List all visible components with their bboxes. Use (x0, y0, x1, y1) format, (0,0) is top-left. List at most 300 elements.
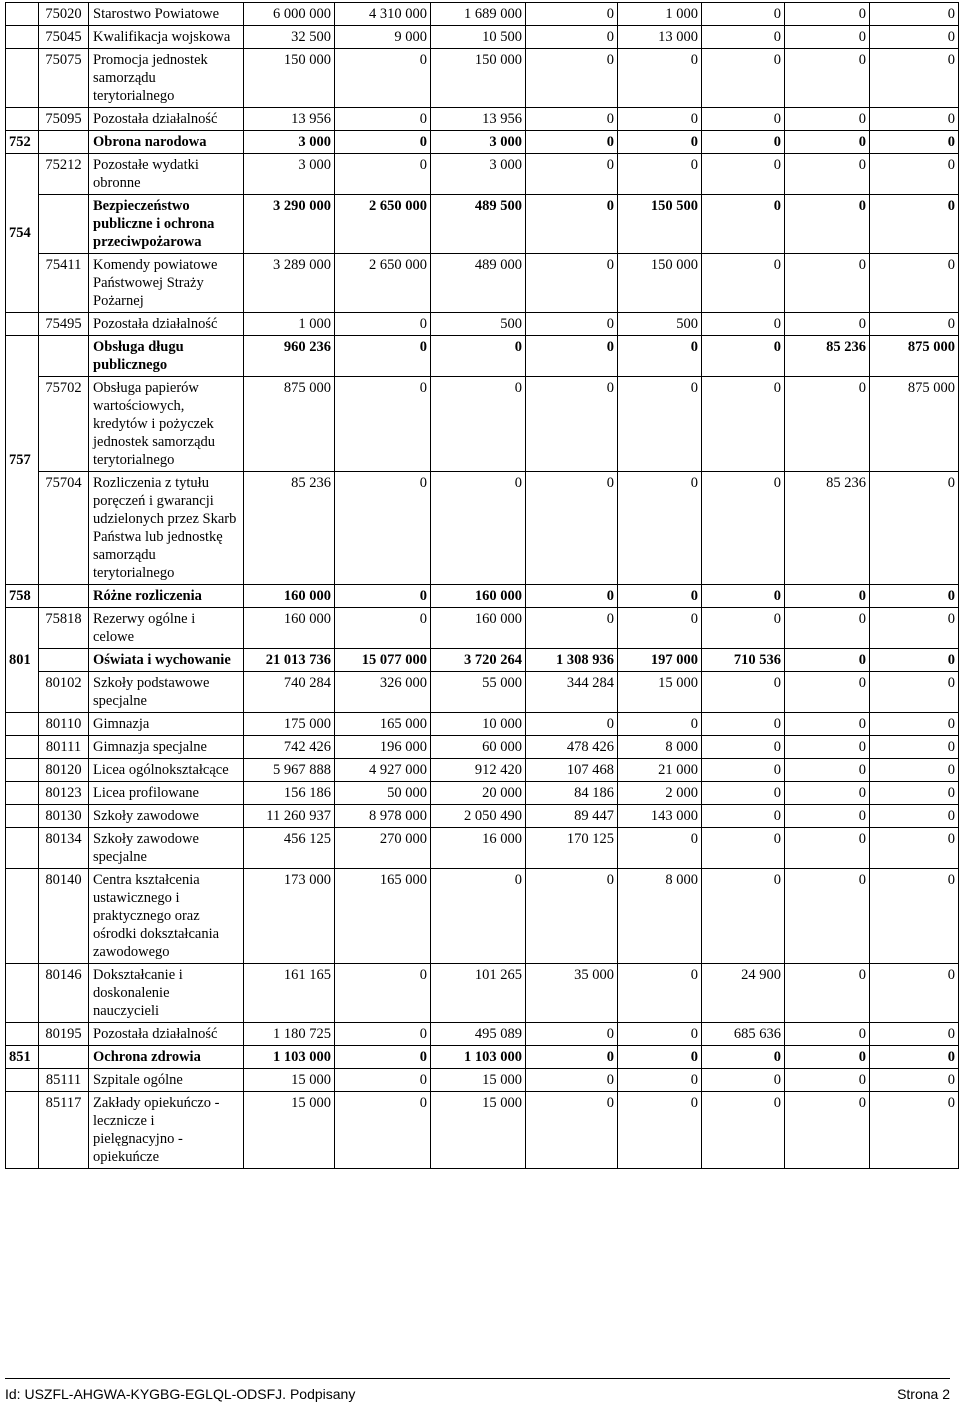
subsection-code-cell: 75702 (39, 377, 89, 472)
amount-cell: 0 (870, 1069, 959, 1092)
item-name-cell: Starostwo Powiatowe (89, 3, 244, 26)
section-code-cell (6, 1069, 39, 1092)
amount-cell: 0 (785, 1046, 870, 1069)
amount-cell: 0 (785, 869, 870, 964)
amount-cell: 326 000 (335, 672, 431, 713)
item-name-cell: Gimnazja specjalne (89, 736, 244, 759)
subsection-code-cell: 80123 (39, 782, 89, 805)
amount-cell: 0 (870, 759, 959, 782)
amount-cell: 0 (335, 1069, 431, 1092)
amount-cell: 10 000 (431, 713, 526, 736)
amount-cell: 0 (618, 131, 702, 154)
amount-cell: 0 (870, 154, 959, 195)
amount-cell: 1 103 000 (431, 1046, 526, 1069)
section-code-cell (6, 1023, 39, 1046)
section-code-cell (6, 759, 39, 782)
amount-cell: 3 290 000 (244, 195, 335, 254)
amount-cell: 0 (618, 1069, 702, 1092)
amount-cell: 0 (335, 154, 431, 195)
table-row (6, 713, 959, 736)
subsection-code-cell: 75075 (39, 49, 89, 108)
subsection-code-cell: 75704 (39, 472, 89, 585)
amount-cell: 0 (785, 49, 870, 108)
amount-cell: 0 (618, 49, 702, 108)
item-name-cell: Obsługa papierów wartościowych, kredytów i pożyczek jednostek samorządu terytorialnego (89, 377, 244, 472)
amount-cell: 0 (785, 585, 870, 608)
item-name-cell: Szkoły podstawowe specjalne (89, 672, 244, 713)
amount-cell: 0 (785, 759, 870, 782)
amount-cell: 0 (785, 154, 870, 195)
amount-cell: 16 000 (431, 828, 526, 869)
amount-cell: 55 000 (431, 672, 526, 713)
amount-cell: 175 000 (244, 713, 335, 736)
amount-cell: 489 000 (431, 254, 526, 313)
amount-cell: 0 (335, 131, 431, 154)
section-code-cell (6, 736, 39, 759)
amount-cell: 2 650 000 (335, 254, 431, 313)
amount-cell: 0 (526, 472, 618, 585)
amount-cell: 0 (870, 254, 959, 313)
amount-cell: 84 186 (526, 782, 618, 805)
amount-cell: 0 (526, 49, 618, 108)
subsection-code-cell: 75411 (39, 254, 89, 313)
item-name-cell: Pozostałe wydatki obronne (89, 154, 244, 195)
amount-cell: 0 (335, 472, 431, 585)
table-row (6, 26, 959, 49)
item-name-cell: Kwalifikacja wojskowa (89, 26, 244, 49)
table-row (6, 608, 959, 649)
amount-cell: 0 (526, 131, 618, 154)
amount-cell: 0 (702, 828, 785, 869)
table-row (6, 759, 959, 782)
section-code-cell (6, 1092, 39, 1169)
amount-cell: 0 (870, 131, 959, 154)
item-name-cell: Dokształcanie i doskonalenie nauczycieli (89, 964, 244, 1023)
amount-cell: 270 000 (335, 828, 431, 869)
page-footer (5, 1378, 950, 1405)
subsection-code-cell: 80146 (39, 964, 89, 1023)
amount-cell: 1 180 725 (244, 1023, 335, 1046)
amount-cell: 0 (431, 869, 526, 964)
table-row (6, 869, 959, 964)
amount-cell: 5 967 888 (244, 759, 335, 782)
subsection-code-cell (39, 649, 89, 672)
amount-cell: 0 (870, 649, 959, 672)
section-code-cell (6, 805, 39, 828)
item-name-cell: Szkoły zawodowe specjalne (89, 828, 244, 869)
amount-cell: 489 500 (431, 195, 526, 254)
amount-cell: 0 (702, 336, 785, 377)
section-code-cell: 801 (6, 608, 39, 713)
amount-cell: 3 289 000 (244, 254, 335, 313)
table-row (6, 154, 959, 195)
amount-cell: 495 089 (431, 1023, 526, 1046)
amount-cell: 15 000 (431, 1092, 526, 1169)
amount-cell: 6 000 000 (244, 3, 335, 26)
amount-cell: 196 000 (335, 736, 431, 759)
table-row (6, 805, 959, 828)
table-row (6, 336, 959, 377)
amount-cell: 0 (785, 736, 870, 759)
table-row (6, 313, 959, 336)
table-row (6, 1092, 959, 1169)
amount-cell: 143 000 (618, 805, 702, 828)
item-name-cell: Obsługa długu publicznego (89, 336, 244, 377)
amount-cell: 13 000 (618, 26, 702, 49)
subsection-code-cell: 80110 (39, 713, 89, 736)
amount-cell: 15 077 000 (335, 649, 431, 672)
subsection-code-cell: 80102 (39, 672, 89, 713)
table-body (6, 3, 959, 1169)
amount-cell: 8 000 (618, 869, 702, 964)
table-row (6, 1023, 959, 1046)
item-name-cell: Pozostała działalność (89, 1023, 244, 1046)
amount-cell: 912 420 (431, 759, 526, 782)
amount-cell: 0 (785, 805, 870, 828)
subsection-code-cell (39, 585, 89, 608)
amount-cell: 0 (785, 195, 870, 254)
amount-cell: 0 (870, 608, 959, 649)
amount-cell: 0 (618, 585, 702, 608)
amount-cell: 0 (702, 869, 785, 964)
amount-cell: 0 (870, 1023, 959, 1046)
amount-cell: 456 125 (244, 828, 335, 869)
page-number: Strona 2 (897, 1386, 950, 1402)
amount-cell: 4 927 000 (335, 759, 431, 782)
subsection-code-cell: 80120 (39, 759, 89, 782)
amount-cell: 685 636 (702, 1023, 785, 1046)
amount-cell: 160 000 (431, 608, 526, 649)
amount-cell: 160 000 (244, 585, 335, 608)
amount-cell: 0 (526, 1023, 618, 1046)
amount-cell: 4 310 000 (335, 3, 431, 26)
amount-cell: 150 500 (618, 195, 702, 254)
amount-cell: 0 (335, 1092, 431, 1169)
subsection-code-cell: 75212 (39, 154, 89, 195)
table-row (6, 828, 959, 869)
amount-cell: 21 013 736 (244, 649, 335, 672)
subsection-code-cell: 85117 (39, 1092, 89, 1169)
amount-cell: 1 103 000 (244, 1046, 335, 1069)
amount-cell: 0 (785, 313, 870, 336)
amount-cell: 0 (335, 585, 431, 608)
amount-cell: 35 000 (526, 964, 618, 1023)
amount-cell: 0 (870, 672, 959, 713)
amount-cell: 0 (870, 26, 959, 49)
amount-cell: 0 (870, 1046, 959, 1069)
amount-cell: 15 000 (244, 1069, 335, 1092)
amount-cell: 89 447 (526, 805, 618, 828)
subsection-code-cell: 80134 (39, 828, 89, 869)
amount-cell: 1 689 000 (431, 3, 526, 26)
amount-cell: 0 (785, 672, 870, 713)
subsection-code-cell (39, 1046, 89, 1069)
section-code-cell (6, 828, 39, 869)
item-name-cell: Obrona narodowa (89, 131, 244, 154)
section-code-cell: 754 (6, 154, 39, 313)
section-code-cell (6, 108, 39, 131)
subsection-code-cell: 80111 (39, 736, 89, 759)
amount-cell: 0 (870, 472, 959, 585)
amount-cell: 0 (702, 585, 785, 608)
amount-cell: 3 720 264 (431, 649, 526, 672)
amount-cell: 0 (702, 154, 785, 195)
amount-cell: 0 (431, 336, 526, 377)
amount-cell: 13 956 (431, 108, 526, 131)
amount-cell: 740 284 (244, 672, 335, 713)
amount-cell: 0 (618, 1092, 702, 1169)
amount-cell: 0 (702, 1046, 785, 1069)
amount-cell: 3 000 (431, 154, 526, 195)
amount-cell: 0 (618, 472, 702, 585)
amount-cell: 0 (785, 608, 870, 649)
amount-cell: 160 000 (431, 585, 526, 608)
amount-cell: 710 536 (702, 649, 785, 672)
amount-cell: 2 050 490 (431, 805, 526, 828)
amount-cell: 3 000 (244, 131, 335, 154)
subsection-code-cell: 75045 (39, 26, 89, 49)
amount-cell: 0 (785, 1092, 870, 1169)
amount-cell: 0 (335, 608, 431, 649)
amount-cell: 165 000 (335, 713, 431, 736)
table-row (6, 585, 959, 608)
section-code-cell (6, 3, 39, 26)
item-name-cell: Centra kształcenia ustawicznego i praktycznego oraz ośrodki dokształcania zawodowego (89, 869, 244, 964)
amount-cell: 0 (526, 154, 618, 195)
amount-cell: 3 000 (431, 131, 526, 154)
amount-cell: 0 (526, 1046, 618, 1069)
item-name-cell: Bezpieczeństwo publiczne i ochrona przeciwpożarowa (89, 195, 244, 254)
amount-cell: 0 (785, 3, 870, 26)
amount-cell: 2 000 (618, 782, 702, 805)
item-name-cell: Licea profilowane (89, 782, 244, 805)
amount-cell: 875 000 (870, 377, 959, 472)
amount-cell: 0 (870, 736, 959, 759)
amount-cell: 0 (335, 377, 431, 472)
section-code-cell (6, 26, 39, 49)
amount-cell: 0 (785, 1023, 870, 1046)
amount-cell: 0 (431, 377, 526, 472)
section-code-cell: 851 (6, 1046, 39, 1069)
section-code-cell (6, 713, 39, 736)
amount-cell: 0 (335, 1023, 431, 1046)
budget-table (5, 2, 959, 1169)
amount-cell: 173 000 (244, 869, 335, 964)
amount-cell: 85 236 (785, 336, 870, 377)
amount-cell: 0 (526, 3, 618, 26)
amount-cell: 165 000 (335, 869, 431, 964)
subsection-code-cell (39, 195, 89, 254)
amount-cell: 0 (526, 313, 618, 336)
amount-cell: 21 000 (618, 759, 702, 782)
item-name-cell: Ochrona zdrowia (89, 1046, 244, 1069)
amount-cell: 0 (526, 713, 618, 736)
table-row (6, 472, 959, 585)
section-code-cell (6, 313, 39, 336)
item-name-cell: Różne rozliczenia (89, 585, 244, 608)
amount-cell: 0 (702, 805, 785, 828)
amount-cell: 11 260 937 (244, 805, 335, 828)
amount-cell: 1 308 936 (526, 649, 618, 672)
amount-cell: 0 (335, 964, 431, 1023)
amount-cell: 0 (526, 254, 618, 313)
subsection-code-cell: 75818 (39, 608, 89, 649)
amount-cell: 0 (785, 964, 870, 1023)
amount-cell: 0 (870, 805, 959, 828)
amount-cell: 0 (785, 377, 870, 472)
amount-cell: 0 (870, 313, 959, 336)
amount-cell: 0 (702, 736, 785, 759)
amount-cell: 3 000 (244, 154, 335, 195)
amount-cell: 0 (870, 49, 959, 108)
amount-cell: 0 (702, 759, 785, 782)
table-row (6, 736, 959, 759)
item-name-cell: Licea ogólnokształcące (89, 759, 244, 782)
amount-cell: 0 (526, 377, 618, 472)
amount-cell: 0 (618, 377, 702, 472)
section-code-cell (6, 49, 39, 108)
amount-cell: 0 (702, 49, 785, 108)
table-row (6, 254, 959, 313)
amount-cell: 0 (785, 828, 870, 869)
amount-cell: 500 (618, 313, 702, 336)
subsection-code-cell: 80140 (39, 869, 89, 964)
amount-cell: 0 (870, 828, 959, 869)
subsection-code-cell: 75095 (39, 108, 89, 131)
amount-cell: 60 000 (431, 736, 526, 759)
amount-cell: 0 (702, 782, 785, 805)
amount-cell: 0 (785, 254, 870, 313)
item-name-cell: Gimnazja (89, 713, 244, 736)
amount-cell: 0 (526, 336, 618, 377)
subsection-code-cell (39, 336, 89, 377)
section-code-cell: 758 (6, 585, 39, 608)
amount-cell: 1 000 (618, 3, 702, 26)
amount-cell: 0 (526, 108, 618, 131)
amount-cell: 0 (702, 195, 785, 254)
amount-cell: 20 000 (431, 782, 526, 805)
table-row (6, 672, 959, 713)
amount-cell: 0 (618, 828, 702, 869)
table-row (6, 49, 959, 108)
amount-cell: 0 (870, 585, 959, 608)
table-row (6, 1069, 959, 1092)
amount-cell: 50 000 (335, 782, 431, 805)
amount-cell: 344 284 (526, 672, 618, 713)
amount-cell: 160 000 (244, 608, 335, 649)
amount-cell: 0 (870, 1092, 959, 1169)
amount-cell: 197 000 (618, 649, 702, 672)
document-id: Id: USZFL-AHGWA-KYGBG-EGLQL-ODSFJ. Podpisany (5, 1386, 356, 1402)
subsection-code-cell: 75020 (39, 3, 89, 26)
subsection-code-cell: 75495 (39, 313, 89, 336)
amount-cell: 960 236 (244, 336, 335, 377)
amount-cell: 85 236 (244, 472, 335, 585)
amount-cell: 0 (702, 377, 785, 472)
amount-cell: 0 (702, 713, 785, 736)
amount-cell: 101 265 (431, 964, 526, 1023)
item-name-cell: Pozostała działalność (89, 313, 244, 336)
amount-cell: 0 (785, 26, 870, 49)
amount-cell: 0 (702, 313, 785, 336)
subsection-code-cell: 80195 (39, 1023, 89, 1046)
amount-cell: 0 (702, 131, 785, 154)
item-name-cell: Zakłady opiekuńczo - lecznicze i pielęgnacyjno - opiekuńcze (89, 1092, 244, 1169)
table-row (6, 649, 959, 672)
amount-cell: 0 (618, 608, 702, 649)
amount-cell: 0 (526, 608, 618, 649)
amount-cell: 150 000 (618, 254, 702, 313)
amount-cell: 32 500 (244, 26, 335, 49)
amount-cell: 107 468 (526, 759, 618, 782)
amount-cell: 0 (618, 108, 702, 131)
amount-cell: 0 (618, 336, 702, 377)
amount-cell: 0 (526, 585, 618, 608)
amount-cell: 15 000 (431, 1069, 526, 1092)
amount-cell: 150 000 (244, 49, 335, 108)
amount-cell: 0 (618, 1023, 702, 1046)
amount-cell: 0 (335, 1046, 431, 1069)
amount-cell: 0 (785, 1069, 870, 1092)
table-row (6, 782, 959, 805)
amount-cell: 9 000 (335, 26, 431, 49)
amount-cell: 170 125 (526, 828, 618, 869)
amount-cell: 742 426 (244, 736, 335, 759)
table-row (6, 964, 959, 1023)
amount-cell: 0 (526, 1092, 618, 1169)
amount-cell: 0 (702, 3, 785, 26)
amount-cell: 0 (618, 964, 702, 1023)
amount-cell: 0 (702, 108, 785, 131)
amount-cell: 0 (335, 108, 431, 131)
amount-cell: 0 (335, 49, 431, 108)
amount-cell: 0 (870, 869, 959, 964)
amount-cell: 0 (335, 336, 431, 377)
amount-cell: 15 000 (244, 1092, 335, 1169)
amount-cell: 875 000 (870, 336, 959, 377)
amount-cell: 0 (526, 1069, 618, 1092)
item-name-cell: Szkoły zawodowe (89, 805, 244, 828)
amount-cell: 2 650 000 (335, 195, 431, 254)
amount-cell: 13 956 (244, 108, 335, 131)
amount-cell: 0 (618, 713, 702, 736)
amount-cell: 85 236 (785, 472, 870, 585)
amount-cell: 0 (618, 154, 702, 195)
amount-cell: 0 (785, 131, 870, 154)
item-name-cell: Komendy powiatowe Państwowej Straży Pożarnej (89, 254, 244, 313)
item-name-cell: Rezerwy ogólne i celowe (89, 608, 244, 649)
amount-cell: 875 000 (244, 377, 335, 472)
item-name-cell: Pozostała działalność (89, 108, 244, 131)
table-row (6, 1046, 959, 1069)
amount-cell: 161 165 (244, 964, 335, 1023)
amount-cell: 0 (526, 195, 618, 254)
amount-cell: 0 (785, 782, 870, 805)
section-code-cell (6, 869, 39, 964)
amount-cell: 10 500 (431, 26, 526, 49)
section-code-cell: 757 (6, 336, 39, 585)
amount-cell: 0 (702, 472, 785, 585)
amount-cell: 0 (785, 713, 870, 736)
amount-cell: 24 900 (702, 964, 785, 1023)
amount-cell: 150 000 (431, 49, 526, 108)
amount-cell: 8 978 000 (335, 805, 431, 828)
amount-cell: 0 (526, 26, 618, 49)
subsection-code-cell: 85111 (39, 1069, 89, 1092)
amount-cell: 0 (702, 1069, 785, 1092)
amount-cell: 0 (431, 472, 526, 585)
amount-cell: 0 (526, 869, 618, 964)
